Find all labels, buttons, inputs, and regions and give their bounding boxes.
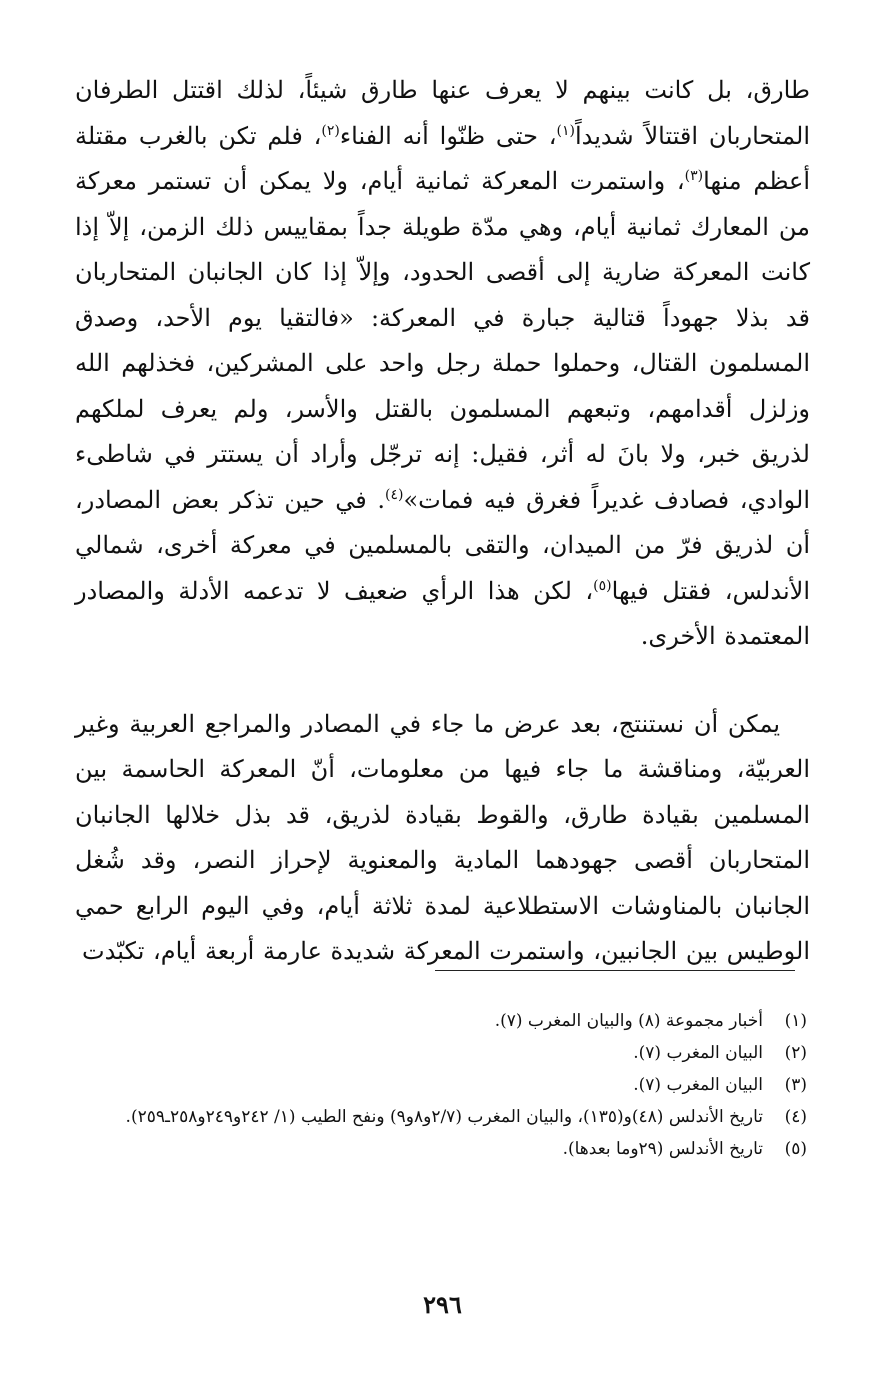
footnote-text: تاريخ الأندلس (٤٨)و(١٣٥)، والبيان المغرب (٢/٧و٨و٩) ونفح الطيب (١/ ٢٤٢و٢٤٩و٢٥٨ـ٢٥٩). bbox=[125, 1107, 763, 1127]
page-number: ٢٩٦ bbox=[423, 1290, 462, 1319]
footnote-ref-1[interactable]: (١) bbox=[556, 122, 575, 139]
footnote-number: (٥) bbox=[784, 1139, 807, 1159]
paragraph-1-segment: ، لكن هذا الرأي ضعيف لا تدعمه الأدلة والمصادر المعتمدة الأخرى. bbox=[75, 576, 810, 650]
footnote-ref-2[interactable]: (٢) bbox=[321, 122, 340, 139]
footnote-number: (٣) bbox=[784, 1075, 807, 1095]
footnote-ref-3[interactable]: (٣) bbox=[684, 168, 704, 184]
paragraph-1 bbox=[75, 68, 810, 660]
paragraph-2: يمكن أن نستنتج، بعد عرض ما جاء في المصادر والمراجع العربية وغير العربيّة، ومناقشة ما جاء فيها من معلومات، أنّ المعركة الحاسمة بين المسلمين بقيادة طارق، والقوط بقيادة لذريق، قد بذل خلالها الجانبان المتحاربان أقصى جهودهما المادية والمعنوية لإحراز النصر، وقد شُغل الجانبان بالمناوشات الاستطلاعية لمدة ثلاثة أيام، وفي اليوم الرابع حمي الوطيس بين الجانبين، واستمرت المعركة شديدة عارمة أربعة أيام، تكبّدت bbox=[75, 709, 810, 965]
paragraph-1-segment: ، واستمرت المعركة ثمانية أيام، ولا يمكن أن تستمر معركة من المعارك ثمانية أيام، وهي مدّة طويلة جداً بمقاييس ذلك الزمن، إلاّ إذا كانت المعركة ضارية إلى أقصى الحدود، وإلاّ إذا كان الجانبان المتحاربان قد بذلا جهوداً قتالية جبارة في المعركة: «فالتقيا يوم الأحد، وصدق المسلمون القتال، وحملوا حملة رجل واحد على المشركين، فخذلهم الله وزلزل أقدامهم، وتبعهم المسلمون بالقتل والأسر، ولم يعرف لملكهم لذريق خبر، ولا بانَ له أثر، فقيل: إنه ترجّل وأراد أن يستتر في شاطىء الوادي، فصادف غديراً فغرق فيه فمات» bbox=[75, 167, 810, 514]
footnote-divider bbox=[435, 970, 795, 971]
paragraph-1-segment: طارق، بل كانت بينهم لا يعرف عنها طارق شيئاً، لذلك اقتتل الطرفان المتحاربان اقتتالاً شديداً bbox=[75, 76, 810, 150]
footnote-item bbox=[75, 1133, 807, 1165]
footnote-ref-5[interactable]: (٥) bbox=[593, 577, 612, 594]
footnote-number: (١) bbox=[784, 1011, 807, 1031]
footnote-text: تاريخ الأندلس (٢٩وما بعدها). bbox=[562, 1139, 763, 1159]
paragraph-1-segment: ، حتى ظنّوا أنه الفناء bbox=[339, 121, 557, 150]
footnote-number: (٤) bbox=[784, 1107, 807, 1127]
footnote-ref-4[interactable]: (٤) bbox=[385, 486, 404, 503]
footnote-text: البيان المغرب (٧). bbox=[633, 1075, 763, 1095]
footnote-text: البيان المغرب (٧). bbox=[633, 1043, 763, 1063]
footnote-number: (٢) bbox=[784, 1043, 807, 1063]
paragraph-spacer bbox=[75, 660, 810, 702]
footnote-item bbox=[75, 1101, 807, 1133]
footnote-item bbox=[75, 1037, 807, 1069]
paragraph-1-segment: ، فلم تكن بالغرب مقتلة أعظم منها bbox=[75, 121, 810, 195]
footnote-text: أخبار مجموعة (٨) والبيان المغرب (٧). bbox=[494, 1011, 763, 1031]
footnote-item bbox=[75, 1069, 807, 1101]
page-body bbox=[75, 68, 810, 975]
footnotes-section bbox=[75, 1005, 807, 1165]
paragraph-1-segment: . في حين تذكر بعض المصادر، أن لذريق فرّ من الميدان، والتقى بالمسلمين في معركة أخرى، شمالي الأندلس، فقتل فيها bbox=[75, 485, 810, 605]
footnote-item bbox=[75, 1005, 807, 1037]
